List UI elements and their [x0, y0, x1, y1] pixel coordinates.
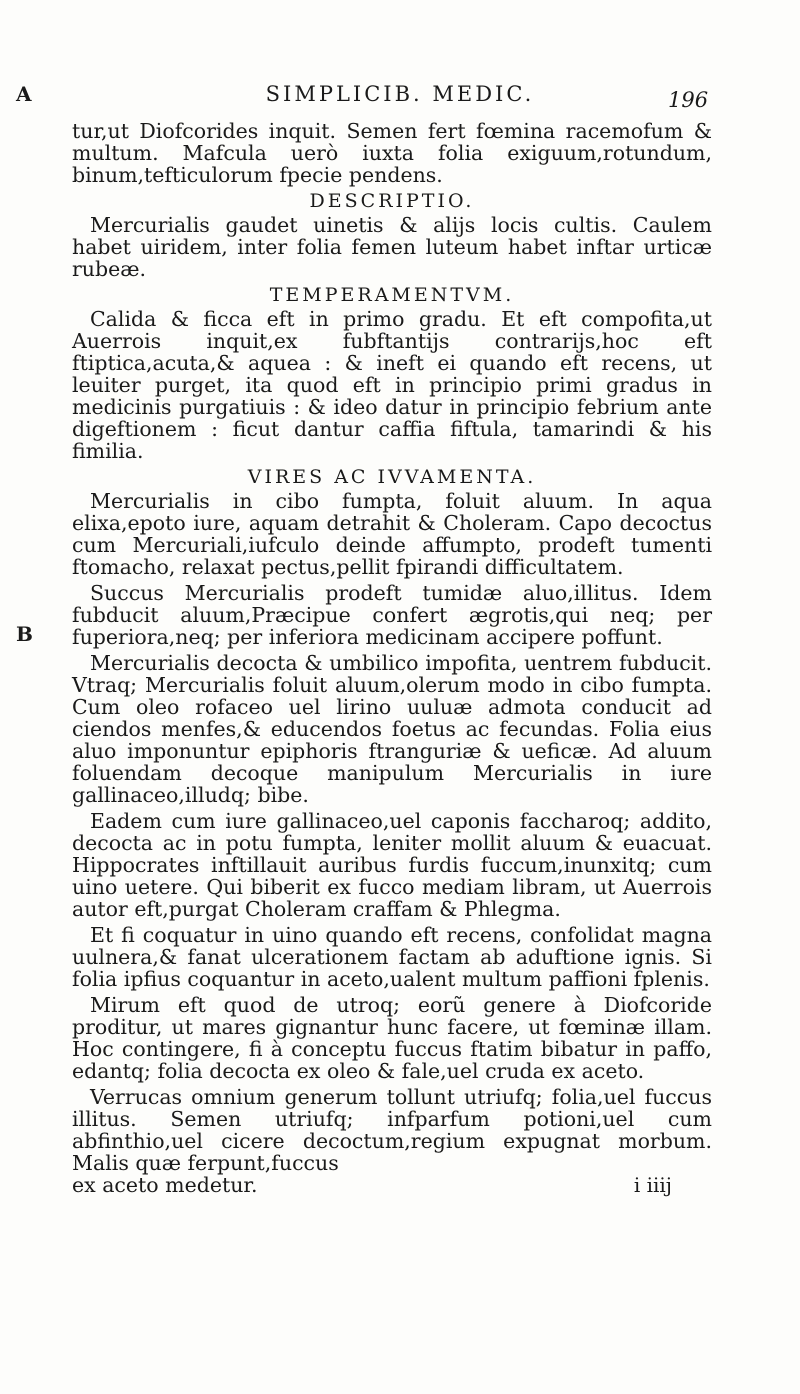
page-number: 196: [668, 88, 709, 112]
paragraph-descriptio: Mercurialis gaudet uinetis & alijs locis cultis. Caulem habet uiridem, inter folia femen luteum habet inftar urticæ rubeæ.: [72, 213, 712, 281]
paragraph-continuation: tur,ut Diofcorides inquit. Semen fert fœmina racemofum & multum. Mafcula uerò iuxta folia exiguum,rotundum, binum,tefticulorum fpecie pendens.: [72, 119, 712, 187]
paragraph-vires-2: Succus Mercurialis prodeft tumidæ aluo,illitus. Idem fubducit aluum,Præcipue confert ægrotis,qui neq; per fuperiora,neq; per inferiora medicinam accipere poffunt.: [72, 581, 712, 649]
heading-temperamentum: TEMPERAMENTVM.: [269, 284, 515, 306]
running-head: SIMPLICIB. MEDIC.: [265, 82, 535, 106]
paragraph-vires-5: Et fi coquatur in uino quando eft recens, confolidat magna uulnera,& fanat ulcerationem factam ab aduftione ignis. Si folia ipfius coquantur in aceto,ualent multum paffioni fplenis.: [72, 923, 712, 991]
paragraph-vires-3: Mercurialis decocta & umbilico impofita, uentrem fubducit. Vtraq; Mercurialis foluit aluum,olerum modo in cibo fumpta. Cum oleo rofaceo uel lirino uuluæ admota conducit ad ciendos menfes,& educendos foetus ac fecundas. Folia eius aluo imponuntur epiphoris ftranguriæ & ueficæ. Ad aluum foluendam decoque manipulum Mercurialis in iure gallinaceo,illudq; bibe.: [72, 651, 712, 807]
margin-letter-a: A: [16, 82, 32, 106]
body-text: [72, 120, 712, 1196]
page-foot: [72, 1174, 712, 1196]
signature-mark: i iiij: [633, 1173, 672, 1197]
heading-descriptio: DESCRIPTIO.: [309, 190, 475, 212]
catchword: ex aceto medetur.: [72, 1173, 258, 1197]
paragraph-vires-1: Mercurialis in cibo fumpta, foluit aluum. In aqua elixa,epoto iure, aquam detrahit & Choleram. Capo decoctus cum Mercuriali,iufculo deinde affumpto, prodeft tumenti ftomacho, relaxat pectus,pellit fpirandi difficultatem.: [72, 489, 712, 579]
paragraph-vires-7: Verrucas omnium generum tollunt utriufq; folia,uel fuccus illitus. Semen utriufq; infparfum potioni,uel cum abfinthio,uel cicere decoctum,regium expugnat morbum. Malis quæ ferpunt,fuccus: [72, 1085, 712, 1175]
paragraph-vires-4: Eadem cum iure gallinaceo,uel caponis faccharoq; addito, decocta ac in potu fumpta, leniter mollit aluum & euacuat. Hippocrates inftillauit auribus furdis fuccum,inunxitq; cum uino uetere. Qui biberit ex fucco mediam libram, ut Auerrois autor eft,purgat Choleram craffam & Phlegma.: [72, 809, 712, 921]
heading-vires: VIRES AC IVVAMENTA.: [247, 466, 537, 488]
paragraph-temperamentum: Calida & ficca eft in primo gradu. Et eft compofita,ut Auerrois inquit,ex fubftantijs contrarijs,hoc eft ftiptica,acuta,& aquea : & ineft ei quando eft recens, ut leuiter purget, ita quod eft in principio primi gradus in medicinis purgatiuis : & ideo datur in principio febrium ante digeftionem : ficut dantur caffia fiftula, tamarindi & his fimilia.: [72, 307, 712, 463]
margin-letter-b: B: [16, 622, 33, 646]
paragraph-vires-6: Mirum eft quod de utroq; eorũ genere à Diofcoride proditur, ut mares gignantur hunc facere, ut fœminæ illam. Hoc contingere, fi à conceptu fuccus ftatim bibatur in paffo, edantq; folia decocta ex oleo & fale,uel cruda ex aceto.: [72, 993, 712, 1083]
